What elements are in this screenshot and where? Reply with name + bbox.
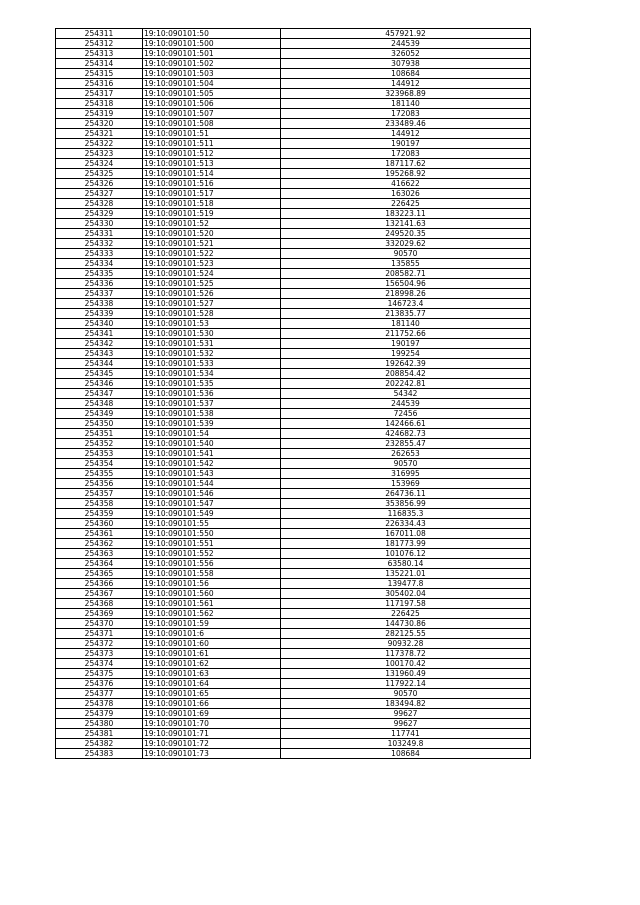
- table-row: [56, 709, 531, 719]
- value-cell: 103249.8: [281, 739, 531, 749]
- cadastral-number-cell: 19:10:090101:6: [143, 629, 281, 639]
- value-cell: 72456: [281, 409, 531, 419]
- cadastral-number-cell: 19:10:090101:530: [143, 329, 281, 339]
- table-row: [56, 309, 531, 319]
- table-row: [56, 199, 531, 209]
- cadastral-number-cell: 19:10:090101:533: [143, 359, 281, 369]
- value-cell: 323968.89: [281, 89, 531, 99]
- cadastral-number-cell: 19:10:090101:508: [143, 119, 281, 129]
- value-cell: 211752.66: [281, 329, 531, 339]
- cadastral-number-cell: 19:10:090101:514: [143, 169, 281, 179]
- cadastral-number-cell: 19:10:090101:513: [143, 159, 281, 169]
- table-row: [56, 469, 531, 479]
- table-row: [56, 449, 531, 459]
- value-cell: 90570: [281, 249, 531, 259]
- row-number-cell: 254326: [56, 179, 143, 189]
- value-cell: 99627: [281, 709, 531, 719]
- row-number-cell: 254356: [56, 479, 143, 489]
- value-cell: 202242.81: [281, 379, 531, 389]
- table-row: [56, 169, 531, 179]
- value-cell: 139477.8: [281, 579, 531, 589]
- cadastral-number-cell: 19:10:090101:561: [143, 599, 281, 609]
- row-number-cell: 254321: [56, 129, 143, 139]
- value-cell: 108684: [281, 749, 531, 759]
- table-row: [56, 99, 531, 109]
- row-number-cell: 254368: [56, 599, 143, 609]
- cadastral-number-cell: 19:10:090101:518: [143, 199, 281, 209]
- value-cell: 183223.11: [281, 209, 531, 219]
- row-number-cell: 254329: [56, 209, 143, 219]
- row-number-cell: 254382: [56, 739, 143, 749]
- row-number-cell: 254349: [56, 409, 143, 419]
- table-row: [56, 569, 531, 579]
- table-row: [56, 49, 531, 59]
- value-cell: 190197: [281, 339, 531, 349]
- table-row: [56, 379, 531, 389]
- row-number-cell: 254336: [56, 279, 143, 289]
- cadastral-number-cell: 19:10:090101:532: [143, 349, 281, 359]
- table-row: [56, 209, 531, 219]
- cadastral-number-cell: 19:10:090101:550: [143, 529, 281, 539]
- table-row: [56, 339, 531, 349]
- row-number-cell: 254338: [56, 299, 143, 309]
- value-cell: 326052: [281, 49, 531, 59]
- cadastral-number-cell: 19:10:090101:524: [143, 269, 281, 279]
- row-number-cell: 254342: [56, 339, 143, 349]
- row-number-cell: 254379: [56, 709, 143, 719]
- value-cell: 244539: [281, 399, 531, 409]
- row-number-cell: 254357: [56, 489, 143, 499]
- table-row: [56, 69, 531, 79]
- row-number-cell: 254364: [56, 559, 143, 569]
- table-row: [56, 399, 531, 409]
- value-cell: 226334.43: [281, 519, 531, 529]
- row-number-cell: 254361: [56, 529, 143, 539]
- table-row: [56, 479, 531, 489]
- row-number-cell: 254367: [56, 589, 143, 599]
- table-row: [56, 609, 531, 619]
- value-cell: 90570: [281, 459, 531, 469]
- table-row: [56, 589, 531, 599]
- cadastral-number-cell: 19:10:090101:526: [143, 289, 281, 299]
- value-cell: 153969: [281, 479, 531, 489]
- value-cell: 264736.11: [281, 489, 531, 499]
- row-number-cell: 254325: [56, 169, 143, 179]
- table-row: [56, 689, 531, 699]
- table-row: [56, 299, 531, 309]
- row-number-cell: 254373: [56, 649, 143, 659]
- table-row: [56, 579, 531, 589]
- row-number-cell: 254330: [56, 219, 143, 229]
- table-row: [56, 139, 531, 149]
- row-number-cell: 254317: [56, 89, 143, 99]
- value-cell: 316995: [281, 469, 531, 479]
- value-cell: 117197.58: [281, 599, 531, 609]
- value-cell: 249520.35: [281, 229, 531, 239]
- cadastral-number-cell: 19:10:090101:521: [143, 239, 281, 249]
- value-cell: 101076.12: [281, 549, 531, 559]
- row-number-cell: 254359: [56, 509, 143, 519]
- table-row: [56, 259, 531, 269]
- value-cell: 183494.82: [281, 699, 531, 709]
- cadastral-number-cell: 19:10:090101:505: [143, 89, 281, 99]
- row-number-cell: 254362: [56, 539, 143, 549]
- value-cell: 117378.72: [281, 649, 531, 659]
- row-number-cell: 254337: [56, 289, 143, 299]
- cadastral-number-cell: 19:10:090101:507: [143, 109, 281, 119]
- value-cell: 226425: [281, 199, 531, 209]
- cadastral-number-cell: 19:10:090101:556: [143, 559, 281, 569]
- value-cell: 332029.62: [281, 239, 531, 249]
- table-row: [56, 89, 531, 99]
- value-cell: 307938: [281, 59, 531, 69]
- row-number-cell: 254346: [56, 379, 143, 389]
- row-number-cell: 254374: [56, 659, 143, 669]
- cadastral-number-cell: 19:10:090101:63: [143, 669, 281, 679]
- value-cell: 172083: [281, 149, 531, 159]
- table-row: [56, 229, 531, 239]
- table-row: [56, 459, 531, 469]
- row-number-cell: 254381: [56, 729, 143, 739]
- row-number-cell: 254324: [56, 159, 143, 169]
- table-row: [56, 429, 531, 439]
- row-number-cell: 254376: [56, 679, 143, 689]
- value-cell: 181140: [281, 319, 531, 329]
- value-cell: 195268.92: [281, 169, 531, 179]
- value-cell: 457921.92: [281, 29, 531, 39]
- row-number-cell: 254352: [56, 439, 143, 449]
- row-number-cell: 254355: [56, 469, 143, 479]
- cadastral-number-cell: 19:10:090101:542: [143, 459, 281, 469]
- cadastral-number-cell: 19:10:090101:540: [143, 439, 281, 449]
- row-number-cell: 254354: [56, 459, 143, 469]
- row-number-cell: 254365: [56, 569, 143, 579]
- cadastral-number-cell: 19:10:090101:531: [143, 339, 281, 349]
- table-row: [56, 249, 531, 259]
- value-cell: 131960.49: [281, 669, 531, 679]
- value-cell: 181140: [281, 99, 531, 109]
- table-row: [56, 439, 531, 449]
- cadastral-number-cell: 19:10:090101:539: [143, 419, 281, 429]
- table-row: [56, 549, 531, 559]
- value-cell: 99627: [281, 719, 531, 729]
- value-cell: 116835.3: [281, 509, 531, 519]
- value-cell: 262653: [281, 449, 531, 459]
- cadastral-number-cell: 19:10:090101:549: [143, 509, 281, 519]
- cadastral-number-cell: 19:10:090101:55: [143, 519, 281, 529]
- value-cell: 135221.01: [281, 569, 531, 579]
- row-number-cell: 254333: [56, 249, 143, 259]
- cadastral-number-cell: 19:10:090101:536: [143, 389, 281, 399]
- row-number-cell: 254377: [56, 689, 143, 699]
- value-cell: 132141.63: [281, 219, 531, 229]
- row-number-cell: 254345: [56, 369, 143, 379]
- cadastral-number-cell: 19:10:090101:558: [143, 569, 281, 579]
- table-row: [56, 129, 531, 139]
- row-number-cell: 254311: [56, 29, 143, 39]
- value-cell: 108684: [281, 69, 531, 79]
- row-number-cell: 254378: [56, 699, 143, 709]
- row-number-cell: 254372: [56, 639, 143, 649]
- row-number-cell: 254347: [56, 389, 143, 399]
- table-row: [56, 499, 531, 509]
- value-cell: 218998.26: [281, 289, 531, 299]
- value-cell: 90570: [281, 689, 531, 699]
- cadastral-number-cell: 19:10:090101:552: [143, 549, 281, 559]
- value-cell: 144912: [281, 129, 531, 139]
- table-row: [56, 359, 531, 369]
- cadastral-number-cell: 19:10:090101:543: [143, 469, 281, 479]
- table-row: [56, 279, 531, 289]
- cadastral-number-cell: 19:10:090101:502: [143, 59, 281, 69]
- cadastral-number-cell: 19:10:090101:535: [143, 379, 281, 389]
- value-cell: 117741: [281, 729, 531, 739]
- cadastral-number-cell: 19:10:090101:506: [143, 99, 281, 109]
- cadastral-number-cell: 19:10:090101:525: [143, 279, 281, 289]
- row-number-cell: 254327: [56, 189, 143, 199]
- table-row: [56, 319, 531, 329]
- cadastral-number-cell: 19:10:090101:70: [143, 719, 281, 729]
- table-row: [56, 659, 531, 669]
- row-number-cell: 254318: [56, 99, 143, 109]
- table-row: [56, 29, 531, 39]
- value-cell: 416622: [281, 179, 531, 189]
- cadastral-number-cell: 19:10:090101:66: [143, 699, 281, 709]
- value-cell: 187117.62: [281, 159, 531, 169]
- table-row: [56, 419, 531, 429]
- row-number-cell: 254315: [56, 69, 143, 79]
- table-row: [56, 699, 531, 709]
- cadastral-number-cell: 19:10:090101:64: [143, 679, 281, 689]
- row-number-cell: 254380: [56, 719, 143, 729]
- table-row: [56, 749, 531, 759]
- cadastral-number-cell: 19:10:090101:72: [143, 739, 281, 749]
- row-number-cell: 254350: [56, 419, 143, 429]
- row-number-cell: 254370: [56, 619, 143, 629]
- row-number-cell: 254335: [56, 269, 143, 279]
- value-cell: 181773.99: [281, 539, 531, 549]
- value-cell: 244539: [281, 39, 531, 49]
- row-number-cell: 254375: [56, 669, 143, 679]
- table-row: [56, 729, 531, 739]
- table-row: [56, 559, 531, 569]
- cadastral-number-cell: 19:10:090101:560: [143, 589, 281, 599]
- cadastral-number-cell: 19:10:090101:59: [143, 619, 281, 629]
- value-cell: 172083: [281, 109, 531, 119]
- value-cell: 163026: [281, 189, 531, 199]
- row-number-cell: 254363: [56, 549, 143, 559]
- table-row: [56, 239, 531, 249]
- table-row: [56, 739, 531, 749]
- cadastral-number-cell: 19:10:090101:56: [143, 579, 281, 589]
- value-cell: 167011.08: [281, 529, 531, 539]
- row-number-cell: 254314: [56, 59, 143, 69]
- table-row: [56, 389, 531, 399]
- row-number-cell: 254351: [56, 429, 143, 439]
- table-row: [56, 409, 531, 419]
- value-cell: 208582.71: [281, 269, 531, 279]
- table-row: [56, 719, 531, 729]
- value-cell: 156504.96: [281, 279, 531, 289]
- table-row: [56, 269, 531, 279]
- cadastral-number-cell: 19:10:090101:60: [143, 639, 281, 649]
- row-number-cell: 254348: [56, 399, 143, 409]
- value-cell: 142466.61: [281, 419, 531, 429]
- row-number-cell: 254358: [56, 499, 143, 509]
- cadastral-number-cell: 19:10:090101:71: [143, 729, 281, 739]
- table-row: [56, 219, 531, 229]
- row-number-cell: 254322: [56, 139, 143, 149]
- table-row: [56, 349, 531, 359]
- row-number-cell: 254369: [56, 609, 143, 619]
- table-row: [56, 599, 531, 609]
- row-number-cell: 254313: [56, 49, 143, 59]
- value-cell: 63580.14: [281, 559, 531, 569]
- cadastral-number-cell: 19:10:090101:517: [143, 189, 281, 199]
- cadastral-number-cell: 19:10:090101:562: [143, 609, 281, 619]
- cadastral-number-cell: 19:10:090101:519: [143, 209, 281, 219]
- row-number-cell: 254360: [56, 519, 143, 529]
- row-number-cell: 254319: [56, 109, 143, 119]
- table-row: [56, 619, 531, 629]
- value-cell: 100170.42: [281, 659, 531, 669]
- cadastral-number-cell: 19:10:090101:523: [143, 259, 281, 269]
- cadastral-number-cell: 19:10:090101:61: [143, 649, 281, 659]
- table-row: [56, 159, 531, 169]
- cadastral-number-cell: 19:10:090101:62: [143, 659, 281, 669]
- cadastral-number-cell: 19:10:090101:546: [143, 489, 281, 499]
- cadastral-number-cell: 19:10:090101:500: [143, 39, 281, 49]
- table-row: [56, 649, 531, 659]
- cadastral-number-cell: 19:10:090101:52: [143, 219, 281, 229]
- row-number-cell: 254316: [56, 79, 143, 89]
- table-row: [56, 149, 531, 159]
- row-number-cell: 254340: [56, 319, 143, 329]
- value-cell: 54342: [281, 389, 531, 399]
- value-cell: 146723.4: [281, 299, 531, 309]
- table-row: [56, 109, 531, 119]
- row-number-cell: 254343: [56, 349, 143, 359]
- table-row: [56, 489, 531, 499]
- cadastral-number-cell: 19:10:090101:50: [143, 29, 281, 39]
- cadastral-number-cell: 19:10:090101:534: [143, 369, 281, 379]
- value-cell: 190197: [281, 139, 531, 149]
- value-cell: 117922.14: [281, 679, 531, 689]
- row-number-cell: 254371: [56, 629, 143, 639]
- value-cell: 424682.73: [281, 429, 531, 439]
- value-cell: 135855: [281, 259, 531, 269]
- table-row: [56, 119, 531, 129]
- value-cell: 282125.55: [281, 629, 531, 639]
- row-number-cell: 254353: [56, 449, 143, 459]
- table-row: [56, 369, 531, 379]
- cadastral-number-cell: 19:10:090101:73: [143, 749, 281, 759]
- table-row: [56, 189, 531, 199]
- row-number-cell: 254312: [56, 39, 143, 49]
- cadastral-number-cell: 19:10:090101:516: [143, 179, 281, 189]
- cadastral-number-cell: 19:10:090101:503: [143, 69, 281, 79]
- table-row: [56, 509, 531, 519]
- cadastral-number-cell: 19:10:090101:538: [143, 409, 281, 419]
- data-table: [55, 28, 531, 759]
- value-cell: 144730.86: [281, 619, 531, 629]
- table-row: [56, 329, 531, 339]
- cadastral-number-cell: 19:10:090101:504: [143, 79, 281, 89]
- cadastral-number-cell: 19:10:090101:528: [143, 309, 281, 319]
- value-cell: 233489.46: [281, 119, 531, 129]
- table-row: [56, 59, 531, 69]
- table-row: [56, 179, 531, 189]
- value-cell: 213835.77: [281, 309, 531, 319]
- cadastral-number-cell: 19:10:090101:537: [143, 399, 281, 409]
- row-number-cell: 254341: [56, 329, 143, 339]
- cadastral-number-cell: 19:10:090101:69: [143, 709, 281, 719]
- row-number-cell: 254366: [56, 579, 143, 589]
- cadastral-number-cell: 19:10:090101:54: [143, 429, 281, 439]
- row-number-cell: 254332: [56, 239, 143, 249]
- cadastral-number-cell: 19:10:090101:65: [143, 689, 281, 699]
- table-row: [56, 39, 531, 49]
- cadastral-number-cell: 19:10:090101:551: [143, 539, 281, 549]
- row-number-cell: 254331: [56, 229, 143, 239]
- cadastral-number-cell: 19:10:090101:51: [143, 129, 281, 139]
- value-cell: 192642.39: [281, 359, 531, 369]
- cadastral-number-cell: 19:10:090101:522: [143, 249, 281, 259]
- row-number-cell: 254323: [56, 149, 143, 159]
- cadastral-number-cell: 19:10:090101:541: [143, 449, 281, 459]
- table-row: [56, 519, 531, 529]
- cadastral-number-cell: 19:10:090101:501: [143, 49, 281, 59]
- value-cell: 353856.99: [281, 499, 531, 509]
- value-cell: 199254: [281, 349, 531, 359]
- cadastral-number-cell: 19:10:090101:512: [143, 149, 281, 159]
- table-row: [56, 669, 531, 679]
- cadastral-number-cell: 19:10:090101:53: [143, 319, 281, 329]
- cadastral-number-cell: 19:10:090101:547: [143, 499, 281, 509]
- row-number-cell: 254334: [56, 259, 143, 269]
- row-number-cell: 254339: [56, 309, 143, 319]
- table-row: [56, 539, 531, 549]
- table-body: [56, 29, 531, 759]
- table-row: [56, 639, 531, 649]
- value-cell: 144912: [281, 79, 531, 89]
- value-cell: 208854.42: [281, 369, 531, 379]
- row-number-cell: 254383: [56, 749, 143, 759]
- value-cell: 226425: [281, 609, 531, 619]
- cadastral-number-cell: 19:10:090101:544: [143, 479, 281, 489]
- table-row: [56, 629, 531, 639]
- cadastral-number-cell: 19:10:090101:520: [143, 229, 281, 239]
- table-row: [56, 289, 531, 299]
- row-number-cell: 254344: [56, 359, 143, 369]
- table-row: [56, 529, 531, 539]
- value-cell: 305402.04: [281, 589, 531, 599]
- table-row: [56, 679, 531, 689]
- cadastral-number-cell: 19:10:090101:511: [143, 139, 281, 149]
- table-row: [56, 79, 531, 89]
- value-cell: 90932.28: [281, 639, 531, 649]
- value-cell: 232855.47: [281, 439, 531, 449]
- row-number-cell: 254320: [56, 119, 143, 129]
- cadastral-number-cell: 19:10:090101:527: [143, 299, 281, 309]
- row-number-cell: 254328: [56, 199, 143, 209]
